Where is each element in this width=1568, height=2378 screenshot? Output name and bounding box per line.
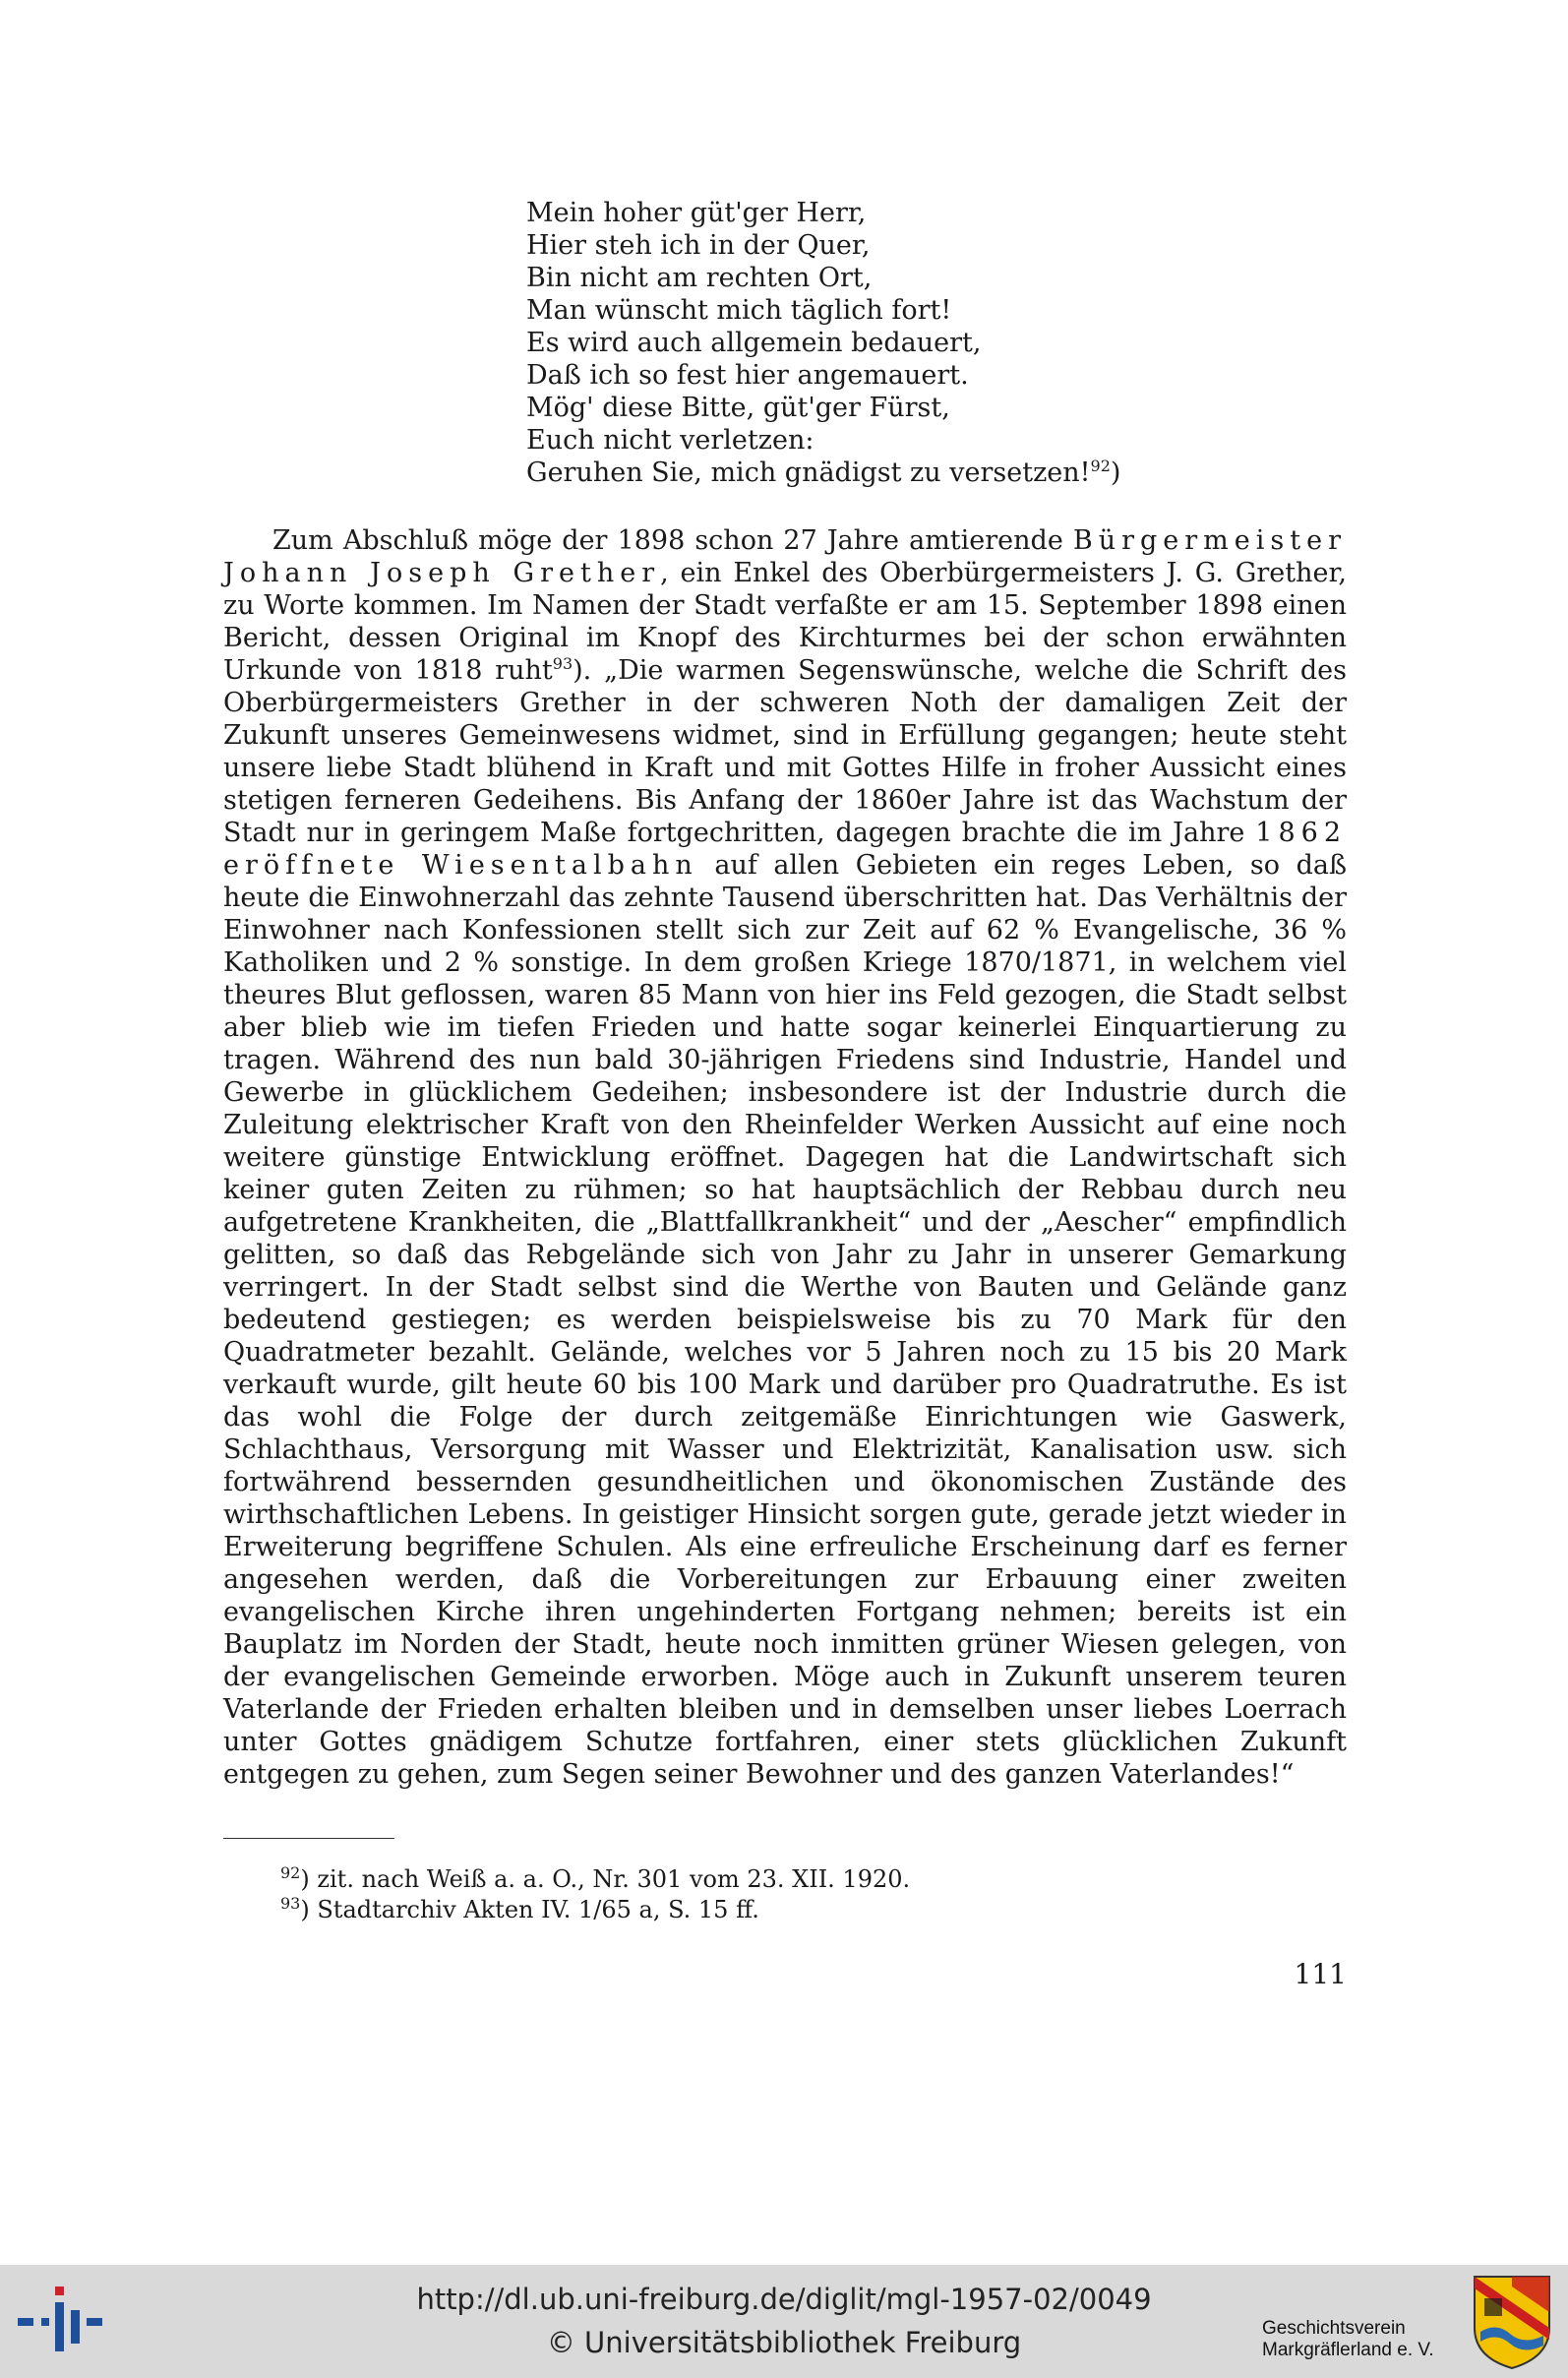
footnote-text: ) zit. nach Weiß a. a. O., Nr. 301 vom 23. XII. 1920. <box>300 1865 911 1893</box>
footnote-ref-93: 93 <box>552 654 573 673</box>
footer-bar <box>0 2265 1568 2378</box>
footnote-93 <box>280 1895 1166 1925</box>
society-line: Markgräflerland e. V. <box>1262 2340 1434 2360</box>
poem-line: Man wünscht mich täglich fort! <box>526 295 952 326</box>
poem-line: Hier steh ich in der Quer, <box>526 230 871 261</box>
page-number: 111 <box>1294 1958 1347 1990</box>
body-text <box>223 524 1347 1791</box>
footnote-divider <box>223 1838 394 1839</box>
railway-spaced: 1862 eröffnete Wiesentalbahn <box>223 818 1347 881</box>
poem-line-last <box>526 457 1274 489</box>
poem-line: Euch nicht verletzen: <box>526 425 814 456</box>
copyright-text: © Universitätsbibliothek Freiburg <box>546 2326 1022 2359</box>
footnote-number: 92 <box>280 1863 301 1882</box>
footnote-92 <box>280 1864 1166 1895</box>
name-spaced: Johann Joseph Grether <box>223 558 661 588</box>
footnote-text: ) Stadtarchiv Akten IV. 1/65 a, S. 15 ff. <box>300 1896 759 1923</box>
poem-line: Mög' diese Bitte, güt'ger Fürst, <box>526 393 950 423</box>
paragraph <box>223 524 1347 1791</box>
markgraeflerland-crest-icon <box>1471 2273 1553 2371</box>
text-run: ). „Die warmen Segenswünsche, welche die Schrift des Oberbürgermeisters Grether in der schweren Noth der damaligen Zeit der Zukunft unseres Gemeinwesens widmet, sind in Erfüllung gegangen; heute steht unsere liebe Stadt blühend in Kraft und mit Gottes Hilfe in froher Aussicht eines stetigen ferneren Gedeihens. Bis Anfang der 1860er Jahre ist das Wachstum der Stadt nur in geringem Maße fortgechritten, dagegen brachte die im Jahre <box>223 655 1347 848</box>
society-line: Geschichtsverein <box>1262 2318 1406 2339</box>
poem-line: Daß ich so fest hier angemauert. <box>526 360 969 391</box>
poem-line: Mein hoher güt'ger Herr, <box>526 198 867 228</box>
footnote-ref-92: 92 <box>1090 457 1111 475</box>
poem-block <box>526 197 1274 489</box>
footnote-number: 93 <box>280 1894 301 1913</box>
text-run: , ein Enkel des Oberbürgermeisters J. G. Grether, zu Worte kommen. Im Namen der Stadt verfaßte er am 15. September 1898 einen Bericht, dessen Original im Knopf des Kirchturmes bei der schon erwähnten Urkunde von 1818 ruht <box>223 558 1347 686</box>
text-run: Zum Abschluß möge der 1898 schon 27 Jahre amtierende <box>272 525 1073 556</box>
poem-line: Es wird auch allgemein bedauert, <box>526 328 982 358</box>
title-spaced: Bürgermeister <box>1072 525 1347 556</box>
footnotes <box>280 1864 1166 1925</box>
text-run: auf allen Gebieten ein reges Leben, so daß heute die Einwohnerzahl das zehnte Tausend überschritten hat. Das Verhältnis der Einwohner nach Konfessionen stellt sich zur Zeit auf 62 % Evangelische, 36 % Katholiken und 2 % sonstige. In dem großen Kriege 1870/1871, in welchem viel theures Blut geflossen, waren 85 Mann von hier ins Feld gezogen, die Stadt selbst aber blieb wie im tiefen Frieden und hatte sogar keinerlei Einquartierung zu tragen. Während des nun bald 30-jährigen Friedens sind Industrie, Handel und Gewerbe in glücklichem Gedeihen; insbesondere ist der Industrie durch die Zuleitung elektrischer Kraft von den Rheinfelder Werken Aussicht auf eine noch weitere günstige Entwicklung eröffnet. Dagegen hat die Landwirtschaft sich keiner guten Zeiten zu rühmen; so hat hauptsächlich der Rebbau durch neu aufgetretene Krankheiten, die „Blattfallkrankheit“ und der „Aescher“ empfindlich gelitten, so daß das Rebgelände sich von Jahr zu Jahr in unserer Gemarkung verringert. In der Stadt selbst sind die Werthe von Bauten und Gelände ganz bedeutend gestiegen; es werden beispielsweise bis zu 70 Mark für den Quadratmeter bezahlt. Gelände, welches vor 5 Jahren noch zu 15 bis 20 Mark verkauft wurde, gilt heute 60 bis 100 Mark und darüber pro Quadratruthe. Es ist das wohl die Folge der durch zeitgemäße Einrichtungen wie Gaswerk, Schlachthaus, Versorgung mit Wasser und Elektrizität, Kanalisation usw. sich fortwährend bessernden gesundheitlichen und ökonomischen Zustände des wirthschaftlichen Lebens. In geistiger Hinsicht sorgen gute, gerade jetzt wieder in Erweiterung begriffene Schulen. Als eine erfreuliche Erscheinung darf es ferner angesehen werden, daß die Vorbereitungen zur Erbauung einer zweiten evangelischen Kirche ihren ungehinderten Fortgang nehmen; bereits ist ein Bauplatz im Norden der Stadt, heute noch inmitten grüner Wiesen gelegen, von der evangelischen Gemeinde erworben. Möge auch in Zukunft unserem teuren Vaterlande der Frieden erhalten bleiben und in demselben unser liebes Loerrach unter Gottes gnädigem Schutze fortfahren, einer stets glücklichen Zukunft entgegen zu gehen, zum Segen seiner Bewohner und des ganzen Vaterlandes!“ <box>223 850 1347 1790</box>
poem-line: Bin nicht am rechten Ort, <box>526 263 873 293</box>
poem-line-close: ) <box>1110 457 1121 488</box>
source-url-link[interactable]: http://dl.ub.uni-freiburg.de/diglit/mgl-1957-02/0049 <box>416 2283 1152 2316</box>
society-name <box>1262 2318 1434 2361</box>
poem-line-text: Geruhen Sie, mich gnädigst zu versetzen! <box>526 457 1091 488</box>
